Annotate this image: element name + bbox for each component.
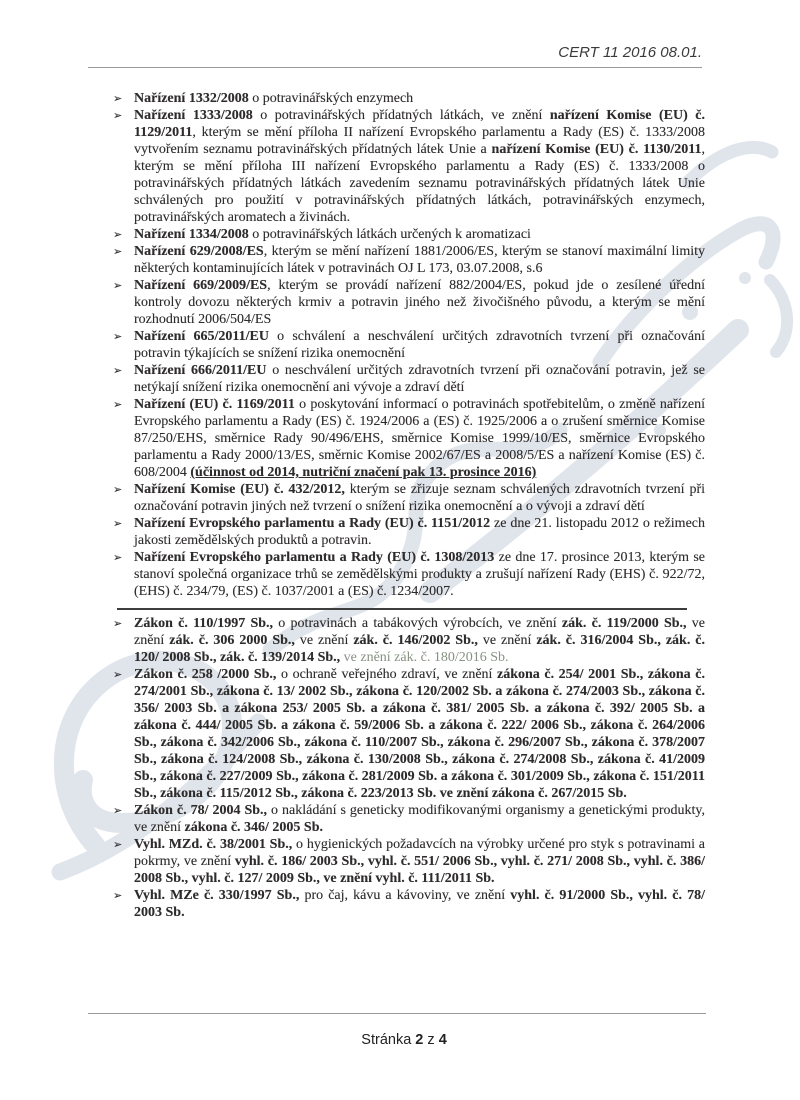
list-item — [113, 107, 705, 226]
page-number — [0, 1016, 800, 1048]
item-text: Vyhl. MZe č. 330/1997 Sb., pro čaj, kávu a kávoviny, ve znění vyhl. č. 91/2000 Sb., vyhl. č. 78/ 2003 Sb. — [134, 888, 705, 920]
list-item — [113, 615, 705, 666]
item-text: Nařízení (EU) č. 1169/2011 o poskytování informací o potravinách spotřebitelům, o změně nařízení Evropského parlamentu a Rady (ES) č. 1924/2006 a (ES) č. 1925/2006 a o zrušení směrnice Komise 87/250/EHS, směrnice Rady 90/496/EHS, směrnice Komise 1999/10/ES, směrnice Evropského parlamentu a Rady 2000/13/ES, směrnic Komise 2002/67/ES a 2008/5/ES a nařízení Komise (ES) č. 608/2004 (účinnost od 2014, nutriční značení pak 13. prosince 2016) — [134, 397, 706, 480]
bullet-icon: ➢ — [113, 92, 123, 105]
item-text: Nařízení 666/2011/EU o neschválení určitých zdravotních tvrzení při označování potravin, jež se netýkají snížení rizika onemocnění ani vývoje a zdraví dětí — [134, 363, 705, 395]
list-item — [113, 226, 705, 243]
bullet-icon: ➢ — [113, 838, 123, 851]
list-item — [113, 328, 705, 362]
list-item — [113, 515, 705, 549]
list-item — [113, 277, 705, 328]
list-item — [113, 836, 705, 887]
list-item — [113, 243, 705, 277]
list-item — [113, 90, 705, 107]
footer-rule — [88, 1013, 706, 1014]
list-item — [113, 549, 705, 600]
document-header: CERT 11 2016 08.01. — [558, 44, 702, 61]
bullet-icon: ➢ — [113, 889, 123, 902]
item-text: Zákon č. 78/ 2004 Sb., o nakládání s geneticky modifikovanými organismy a genetickými produkty, ve znění zákona č. 346/ 2005 Sb. — [134, 803, 705, 835]
item-text: Zákon č. 110/1997 Sb., o potravinách a tabákových výrobcích, ve znění zák. č. 119/2000 Sb., ve znění zák. č. 306 2000 Sb., ve znění zák. č. 146/2002 Sb., ve znění zák. č. 316/2004 Sb., zák. č. 120/ 2008 Sb., zák. č. 139/2014 Sb., ve znění zák. č. 180/2016 Sb. — [134, 616, 706, 665]
page-of-word: z — [423, 1032, 439, 1048]
list-item — [113, 362, 705, 396]
bullet-icon: ➢ — [113, 330, 123, 343]
list-item — [113, 666, 705, 802]
item-text: Nařízení Evropského parlamentu a Rady (EU) č. 1151/2012 ze dne 21. listopadu 2012 o režimech jakosti zemědělských produktů a potravin. — [134, 516, 705, 548]
item-text: Nařízení Evropského parlamentu a Rady (EU) č. 1308/2013 ze dne 17. prosince 2013, kterým se stanoví společná organizace trhů se zemědělskými produkty a zrušují nařízení Rady (EHS) č. 922/72, (EHS) č. 234/79, (ES) č. 1037/2001 a (ES) č. 1234/2007. — [134, 550, 705, 599]
bullet-icon: ➢ — [113, 398, 123, 411]
item-text: Nařízení 665/2011/EU o schválení a neschválení určitých zdravotních tvrzení při označování potravin týkajících se snížení rizika onemocnění — [134, 329, 705, 361]
header-rule — [88, 67, 702, 68]
bullet-icon: ➢ — [113, 109, 123, 122]
list-item — [113, 481, 705, 515]
bullet-icon: ➢ — [113, 364, 123, 377]
bullet-icon: ➢ — [113, 228, 123, 241]
item-text: Vyhl. MZd. č. 38/2001 Sb., o hygienických požadavcích na výrobky určené pro styk s potravinami a pokrmy, ve znění vyhl. č. 186/ 2003 Sb., vyhl. č. 551/ 2006 Sb., vyhl. č. 271/ 2008 Sb., vyhl. č. 386/ 2008 Sb., vyhl. č. 127/ 2009 Sb., ve znění vyhl. č. 111/2011 Sb. — [134, 837, 706, 886]
item-text: Zákon č. 258 /2000 Sb., o ochraně veřejného zdraví, ve znění zákona č. 254/ 2001 Sb., zákona č. 274/2001 Sb., zákona č. 13/ 2002 Sb., zákona č. 120/2002 Sb. a zákona č. 274/2003 Sb., zákona č. 356/ 2003 Sb. a zákona 253/ 2005 Sb. a zákona č. 381/ 2005 Sb. a zákona č. 392/ 2005 Sb. a zákona č. 444/ 2005 Sb. a zákona č. 59/2006 Sb. a zákona č. 222/ 2006 Sb., zákona č. 264/2006 Sb., zákona č. 342/2006 Sb., zákona č. 110/2007 Sb., zákona č. 296/2007 Sb., zákona č. 378/2007 Sb., zákona č. 124/2008 Sb., zákona č. 130/2008 Sb., zákona č. 274/2008 Sb., zákona č. 41/2009 Sb., zákona č. 227/2009 Sb., zákona č. 281/2009 Sb. a zákona č. 301/2009 Sb., zákona č. 151/2011 Sb., zákona č. 115/2012 Sb., zákona č. 223/2013 Sb. ve znění zákona č. 267/2015 Sb. — [134, 667, 705, 801]
bullet-icon: ➢ — [113, 617, 123, 630]
item-text: Nařízení 629/2008/ES, kterým se mění nařízení 1881/2006/ES, kterým se stanoví maximální limity některých kontaminujících látek v potravinách OJ L 173, 03.07.2008, s.6 — [134, 244, 705, 276]
bullet-icon: ➢ — [113, 245, 123, 258]
item-text: Nařízení 1333/2008 o potravinářských přídatných látkách, ve znění nařízení Komise (EU) č. 1129/2011, kterým se mění příloha II nařízení Evropského parlamentu a Rady (ES) č. 1333/2008 vytvořením seznamu potravinářských přídatných látek Unie a nařízení Komise (EU) č. 1130/2011, kterým se mění příloha III nařízení Evropského parlamentu a Rady (ES) č. 1333/2008 o potravinářských přídatných látkách zavedením seznamu potravinářských přídatných látek Unie schválených pro použití v potravinářských přídatných látkách, potravinářských enzymech, potravinářských aromatech a živinách. — [134, 108, 705, 225]
bullet-icon: ➢ — [113, 279, 123, 292]
item-text: Nařízení 1334/2008 o potravinářských látkách určených k aromatizaci — [134, 227, 531, 242]
page-total: 4 — [438, 1032, 447, 1048]
list-item — [113, 396, 705, 481]
item-text: Nařízení 1332/2008 o potravinářských enzymech — [134, 91, 414, 106]
document-body — [113, 90, 705, 921]
list-item — [113, 802, 705, 836]
item-text: Nařízení 669/2009/ES, kterým se provádí nařízení 882/2004/ES, pokud jde o zesílené úřední kontroly dovozu některých krmiv a potravin jiného než živočišného původu, a kterým se mění rozhodnutí 2006/504/ES — [134, 278, 705, 327]
bullet-icon: ➢ — [113, 668, 123, 681]
bullet-icon: ➢ — [113, 483, 123, 496]
national-laws-list — [113, 615, 705, 921]
section-divider — [117, 608, 687, 610]
item-text: Nařízení Komise (EU) č. 432/2012, kterým se zřizuje seznam schválených zdravotních tvrzení při označování potravin jiných než tvrzení o snížení rizika onemocnění a o vývoji a zdraví dětí — [134, 482, 706, 514]
eu-regulations-list — [113, 90, 705, 600]
list-item — [113, 887, 705, 921]
bullet-icon: ➢ — [113, 804, 123, 817]
page-label: Stránka — [361, 1032, 416, 1048]
bullet-icon: ➢ — [113, 551, 123, 564]
page-current: 2 — [415, 1032, 424, 1048]
bullet-icon: ➢ — [113, 517, 123, 530]
